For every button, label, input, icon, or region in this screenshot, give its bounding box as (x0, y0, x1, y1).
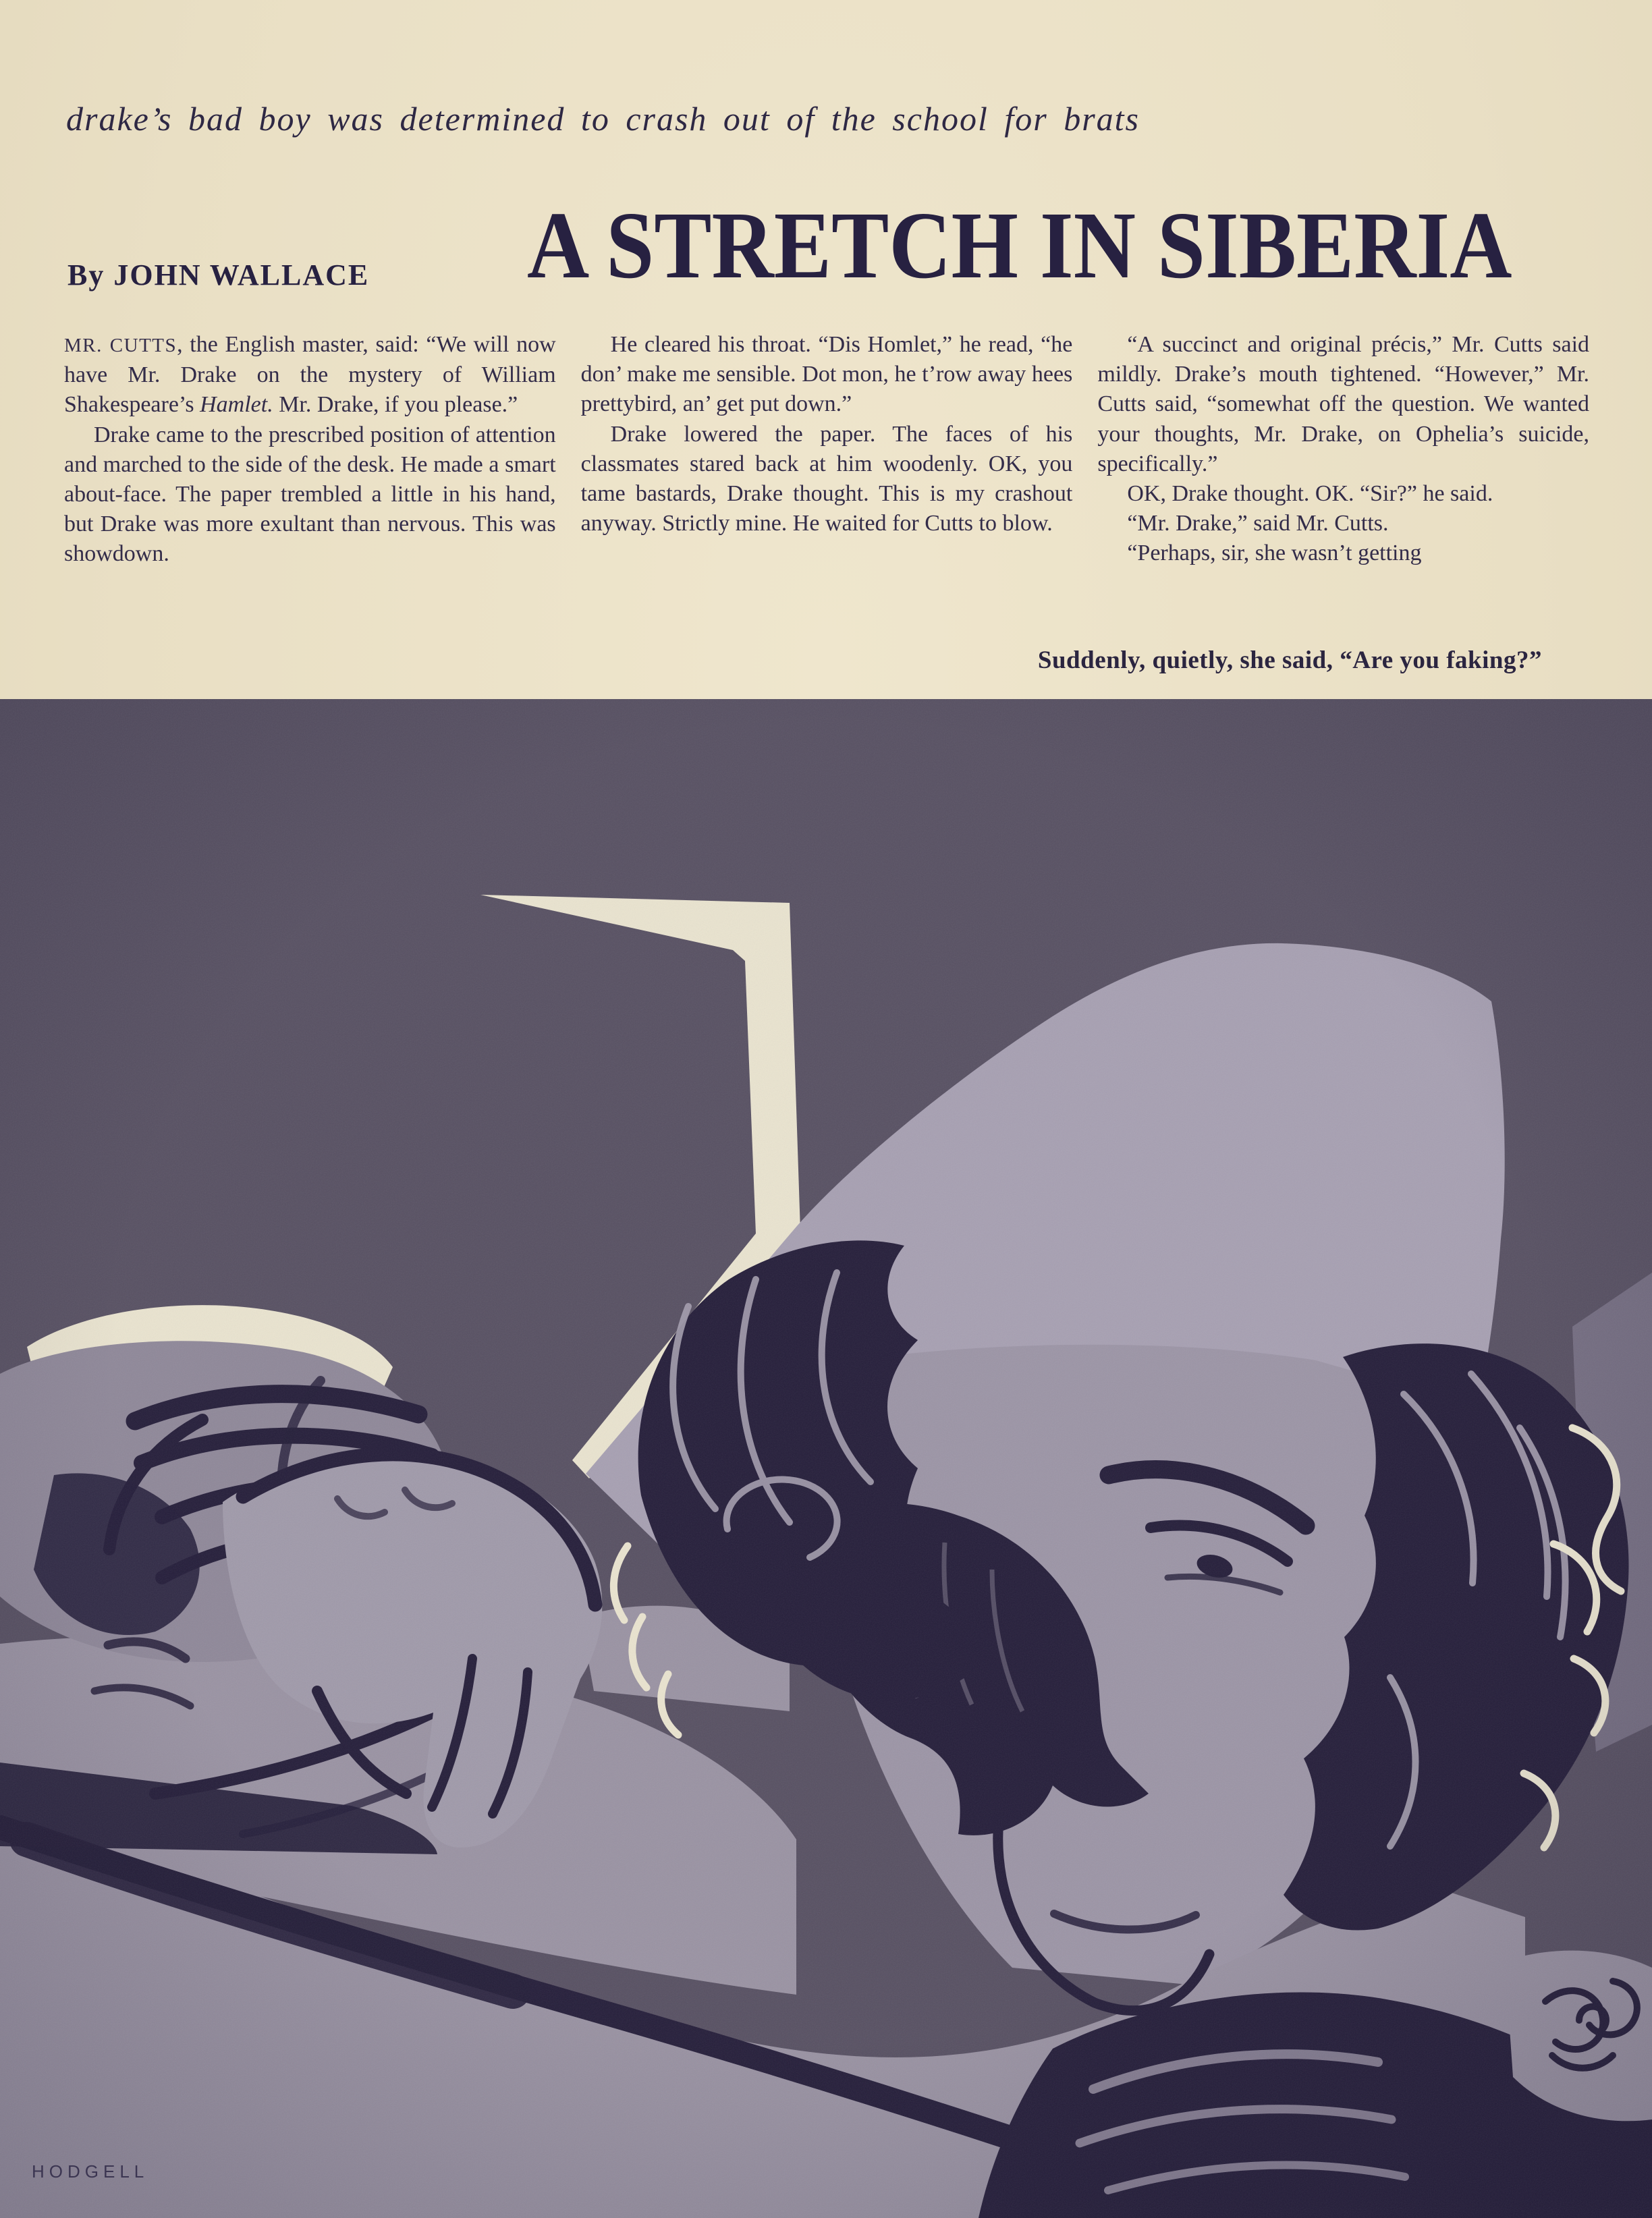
grain-overlay (0, 699, 1652, 2218)
paragraph-text: Mr. Drake, if you please.” (273, 392, 518, 418)
story-column-3 (1097, 330, 1589, 570)
tagline: drake’s bad boy was determined to crash out of the school for brats (66, 100, 1140, 138)
story-column-2 (581, 330, 1073, 570)
paragraph: “A succinct and original précis,” Mr. Cutts said mildly. Drake’s mouth tightened. “However,” Mr. Cutts said, “somewhat off the question. We wanted your thoughts, Mr. Drake, on Ophelia’s suicide, specifically.” (1097, 332, 1590, 476)
paragraph-lead: MR. CUTTS (64, 335, 177, 356)
paragraph: Drake came to the prescribed position of attention and marched to the side of the desk. He made a smart about-face. The paper trembled a little in his hand, but Drake was more exultant than nervous. This was showdown. (64, 422, 556, 567)
nurse-illustration-artwork (0, 699, 1652, 2218)
paragraph-italic-text: Hamlet. (200, 392, 273, 418)
story-columns (64, 330, 1589, 570)
story-column-1 (64, 330, 556, 570)
paragraph: Drake lowered the paper. The faces of his classmates stared back at him woodenly. OK, you tame bastards, Drake thought. This is my crashout anyway. Strictly mine. He waited for Cutts to blow. (580, 421, 1073, 536)
illustration (0, 699, 1652, 2218)
artist-signature: HODGELL (32, 2161, 149, 2182)
paragraph: OK, Drake thought. OK. “Sir?” he said. (1127, 481, 1493, 507)
page-title: A STRETCH IN SIBERIA (527, 192, 1512, 298)
paragraph: “Mr. Drake,” said Mr. Cutts. (1127, 511, 1389, 536)
paragraph (64, 330, 556, 420)
paragraph: “Perhaps, sir, she wasn’t getting (1127, 540, 1422, 566)
byline: By JOHN WALLACE (67, 258, 370, 292)
paragraph: He cleared his throat. “Dis Homlet,” he read, “he don’ make me sensible. Dot mon, he t’row away hees prettybird, an’ get put down.” (580, 332, 1073, 417)
illustration-caption: Suddenly, quietly, she said, “Are you faking?” (1037, 646, 1542, 674)
paragraph-text: , the English master, said: “We will now have Mr. Drake on the mystery of William Shakespeare’s (64, 332, 556, 418)
